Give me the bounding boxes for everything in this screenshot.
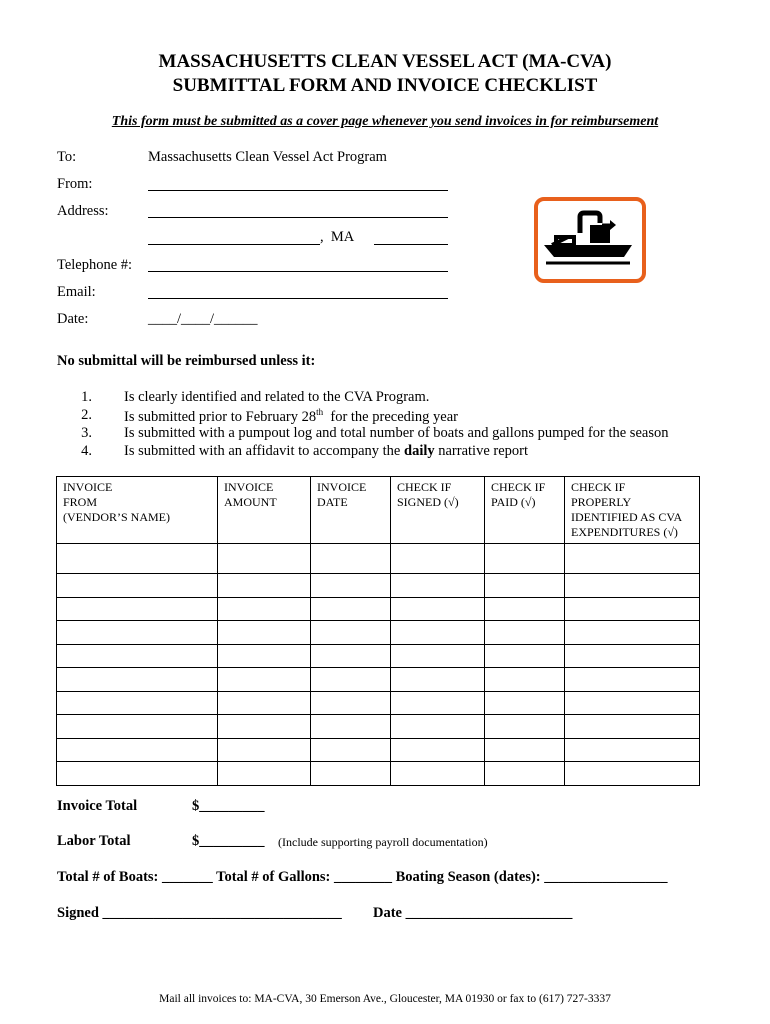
table-cell[interactable]	[57, 738, 218, 762]
signed-date-line[interactable]: Date _______________________	[373, 905, 573, 921]
state-text: , MA	[320, 229, 355, 245]
form-title-line2: SUBMITTAL FORM AND INVOICE CHECKLIST	[172, 75, 598, 96]
requirements-heading: No submittal will be reimbursed unless it:	[57, 353, 316, 369]
table-cell[interactable]	[57, 762, 218, 786]
table-cell[interactable]	[218, 644, 311, 668]
table-cell[interactable]	[218, 574, 311, 598]
table-cell[interactable]	[57, 715, 218, 739]
table-row	[57, 762, 700, 786]
table-cell[interactable]	[565, 762, 700, 786]
table-cell[interactable]	[311, 668, 391, 692]
form-subtitle: This form must be submitted as a cover page whenever you send invoices in for reimbursement	[111, 114, 659, 129]
address-line1-field[interactable]	[148, 203, 448, 218]
invoice-total-field[interactable]: $_________	[192, 798, 265, 814]
table-row	[57, 597, 700, 621]
form-title-line1: MASSACHUSETTS CLEAN VESSEL ACT (MA-CVA)	[158, 51, 612, 72]
table-cell[interactable]	[57, 621, 218, 645]
table-row	[57, 715, 700, 739]
table-cell[interactable]	[218, 738, 311, 762]
table-header-row	[57, 477, 700, 544]
table-cell[interactable]	[218, 668, 311, 692]
table-cell[interactable]	[311, 574, 391, 598]
table-cell[interactable]	[311, 621, 391, 645]
table-cell[interactable]	[391, 668, 485, 692]
table-row	[57, 544, 700, 574]
table-cell[interactable]	[311, 691, 391, 715]
table-row	[57, 738, 700, 762]
req-1-number: 1.	[81, 389, 92, 405]
table-cell[interactable]	[218, 762, 311, 786]
req-3-number: 3.	[81, 425, 92, 441]
table-row	[57, 574, 700, 598]
table-cell[interactable]	[218, 544, 311, 574]
boats-gallons-season-line[interactable]: Total # of Boats: _______ Total # of Gallons: ________ Boating Season (dates): _________________	[57, 869, 668, 885]
header-vendor: INVOICE FROM (VENDOR’S NAME)	[57, 477, 218, 544]
invoice-table	[56, 476, 700, 786]
cva-logo	[534, 197, 646, 283]
table-cell[interactable]	[311, 597, 391, 621]
table-cell[interactable]	[391, 574, 485, 598]
zip-field[interactable]	[374, 230, 448, 245]
table-cell[interactable]	[391, 644, 485, 668]
table-cell[interactable]	[311, 544, 391, 574]
table-cell[interactable]	[391, 715, 485, 739]
signed-line[interactable]: Signed _________________________________	[57, 905, 342, 921]
mailing-instructions: Mail all invoices to: MA-CVA, 30 Emerson Ave., Gloucester, MA 01930 or fax to (617) 727-3337	[159, 993, 611, 1005]
table-cell[interactable]	[218, 691, 311, 715]
table-cell[interactable]	[485, 574, 565, 598]
table-cell[interactable]	[485, 621, 565, 645]
table-cell[interactable]	[57, 597, 218, 621]
table-cell[interactable]	[485, 544, 565, 574]
table-cell[interactable]	[311, 644, 391, 668]
req-1-text: Is clearly identified and related to the CVA Program.	[124, 389, 430, 405]
table-cell[interactable]	[565, 738, 700, 762]
req-2-number: 2.	[81, 407, 92, 423]
telephone-field[interactable]	[148, 257, 448, 272]
table-cell[interactable]	[565, 668, 700, 692]
table-cell[interactable]	[565, 574, 700, 598]
address-label: Address:	[57, 203, 109, 219]
table-cell[interactable]	[391, 738, 485, 762]
table-cell[interactable]	[311, 738, 391, 762]
to-label: To:	[57, 149, 77, 165]
header-amount: INVOICE AMOUNT	[218, 477, 311, 544]
table-cell[interactable]	[565, 544, 700, 574]
table-row	[57, 644, 700, 668]
table-cell[interactable]	[565, 715, 700, 739]
to-value: Massachusetts Clean Vessel Act Program	[148, 149, 387, 165]
table-cell[interactable]	[218, 715, 311, 739]
table-cell[interactable]	[218, 597, 311, 621]
table-cell[interactable]	[485, 644, 565, 668]
req-3-text: Is submitted with a pumpout log and total number of boats and gallons pumped for the season	[124, 425, 669, 441]
table-cell[interactable]	[311, 715, 391, 739]
table-cell[interactable]	[391, 597, 485, 621]
from-label: From:	[57, 176, 93, 192]
from-field[interactable]	[148, 176, 448, 191]
labor-total-label: Labor Total	[57, 833, 131, 849]
pumpout-boat-icon	[538, 201, 642, 279]
table-row	[57, 621, 700, 645]
table-cell[interactable]	[311, 762, 391, 786]
header-paid: CHECK IF PAID (√)	[485, 477, 565, 544]
table-cell[interactable]	[391, 544, 485, 574]
table-cell[interactable]	[57, 544, 218, 574]
table-cell[interactable]	[57, 574, 218, 598]
req-2-text: Is submitted prior to February 28th for the preceding year	[124, 407, 458, 425]
table-cell[interactable]	[565, 644, 700, 668]
table-cell[interactable]	[485, 691, 565, 715]
email-field[interactable]	[148, 284, 448, 299]
labor-note: (Include supporting payroll documentation)	[278, 835, 488, 849]
city-field[interactable]	[148, 230, 320, 245]
table-cell[interactable]	[57, 644, 218, 668]
table-row	[57, 668, 700, 692]
table-cell[interactable]	[391, 762, 485, 786]
table-cell[interactable]	[485, 715, 565, 739]
header-identified: CHECK IF PROPERLY IDENTIFIED AS CVA EXPENDITURES (√)	[565, 477, 700, 544]
table-cell[interactable]	[565, 597, 700, 621]
table-cell[interactable]	[485, 762, 565, 786]
date-field[interactable]: ____/____/______	[148, 311, 258, 327]
table-cell[interactable]	[391, 691, 485, 715]
table-cell[interactable]	[565, 621, 700, 645]
table-cell[interactable]	[57, 691, 218, 715]
table-cell[interactable]	[218, 621, 311, 645]
header-date: INVOICE DATE	[311, 477, 391, 544]
table-cell[interactable]	[485, 738, 565, 762]
table-cell[interactable]	[485, 668, 565, 692]
req-4-text: Is submitted with an affidavit to accompany the daily narrative report	[124, 443, 529, 459]
date-label: Date:	[57, 311, 89, 327]
email-label: Email:	[57, 284, 96, 300]
header-signed: CHECK IF SIGNED (√)	[391, 477, 485, 544]
table-cell[interactable]	[565, 691, 700, 715]
invoice-total-label: Invoice Total	[57, 798, 138, 814]
labor-total-field[interactable]: $_________	[192, 833, 265, 849]
table-cell[interactable]	[391, 621, 485, 645]
telephone-label: Telephone #:	[57, 257, 133, 273]
table-row	[57, 691, 700, 715]
table-cell[interactable]	[57, 668, 218, 692]
req-4-number: 4.	[81, 443, 92, 459]
table-cell[interactable]	[485, 597, 565, 621]
